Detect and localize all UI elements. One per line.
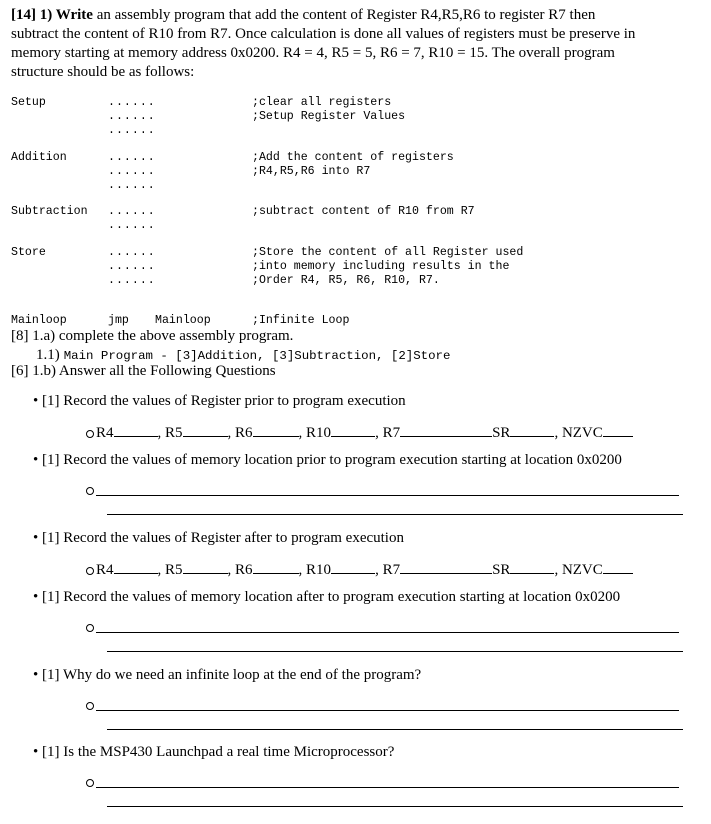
code-dots: ...... [108, 96, 156, 109]
question-6 [33, 743, 394, 762]
sr-after-blank[interactable] [510, 559, 554, 574]
code-dots: ...... [108, 179, 156, 192]
field-sr-label: SR [492, 425, 511, 441]
code-dots: ...... [108, 274, 156, 287]
field-r4-label: R4 [96, 425, 114, 441]
answer-line[interactable] [107, 729, 683, 730]
bullet-icon: • [33, 530, 39, 546]
code-dots: ...... [108, 124, 156, 137]
nzvc-after-blank[interactable] [603, 559, 633, 574]
code-dots: ...... [108, 165, 156, 178]
field-nzvc-label: , NZVC [554, 562, 603, 578]
code-dots: ...... [108, 205, 156, 218]
problem-line-1: an assembly program that add the content of Register R4,R5,R6 to register R7 then [92, 7, 596, 23]
part-a-sub-text: Main Program - [3]Addition, [3]Subtraction, [2]Store [63, 349, 451, 363]
bullet-icon: • [33, 452, 39, 468]
problem-line-4: structure should be as follows: [11, 64, 195, 80]
circle-bullet-icon [86, 487, 94, 495]
question-1 [33, 392, 406, 411]
bullet-icon: • [33, 393, 39, 409]
problem-verb: Write [55, 7, 93, 23]
r7-prior-blank[interactable] [400, 422, 492, 437]
part-a-label: [8] 1.a) complete the above assembly program. [11, 328, 294, 344]
field-nzvc-label: , NZVC [554, 425, 603, 441]
question-6-text: [1] Is the MSP430 Launchpad a real time Microprocessor? [42, 744, 395, 760]
bullet-icon: • [33, 589, 39, 605]
field-r10-label: , R10 [298, 562, 332, 578]
question-3 [33, 529, 404, 548]
code-dots: ...... [108, 246, 156, 259]
question-5 [33, 666, 421, 685]
store-comment-1: ;Store the content of all Register used [252, 246, 524, 259]
question-2-text: [1] Record the values of memory location prior to program execution starting at location 0x0200 [42, 452, 622, 468]
question-4 [33, 588, 620, 607]
answer-line[interactable] [96, 632, 679, 633]
circle-bullet-icon [86, 430, 94, 438]
addition-comment-1: ;Add the content of registers [252, 151, 454, 164]
field-r4-label: R4 [96, 562, 114, 578]
answer-line[interactable] [96, 710, 679, 711]
question-5-text: [1] Why do we need an infinite loop at the end of the program? [42, 667, 422, 683]
answer-line[interactable] [96, 787, 679, 788]
register-record-prior [86, 422, 633, 443]
mainloop-operand: Mainloop [155, 314, 211, 327]
circle-bullet-icon [86, 779, 94, 787]
problem-points: [14] [11, 7, 36, 23]
setup-comment-2: ;Setup Register Values [252, 110, 406, 123]
mainloop-comment: ;Infinite Loop [252, 314, 350, 327]
field-r6-label: , R6 [227, 425, 253, 441]
code-dots: ...... [108, 260, 156, 273]
answer-line[interactable] [107, 651, 683, 652]
store-label: Store [11, 246, 46, 259]
addition-label: Addition [11, 151, 67, 164]
part-a-sub-prefix: 1.1) [36, 347, 60, 363]
bullet-icon: • [33, 667, 39, 683]
question-4-text: [1] Record the values of memory location after to program execution starting at location 0x0200 [42, 589, 621, 605]
answer-line[interactable] [107, 806, 683, 807]
field-r10-label: , R10 [298, 425, 332, 441]
field-r6-label: , R6 [227, 562, 253, 578]
field-r5-label: , R5 [157, 425, 183, 441]
r4-prior-blank[interactable] [114, 422, 158, 437]
field-r7-label: , R7 [375, 562, 401, 578]
mainloop-instruction: jmp [108, 314, 129, 327]
subtraction-label: Subtraction [11, 205, 88, 218]
store-comment-3: ;Order R4, R5, R6, R10, R7. [252, 274, 440, 287]
question-1-text: [1] Record the values of Register prior to program execution [42, 393, 406, 409]
code-dots: ...... [108, 151, 156, 164]
r5-prior-blank[interactable] [183, 422, 228, 437]
bullet-icon: • [33, 744, 39, 760]
problem-number: 1) [39, 7, 53, 23]
problem-line-2: subtract the content of R10 from R7. Once calculation is done all values of registers must be preserve in [11, 26, 636, 42]
addition-comment-2: ;R4,R5,R6 into R7 [252, 165, 371, 178]
part-b-label: [6] 1.b) Answer all the Following Questions [11, 363, 276, 379]
store-comment-2: ;into memory including results in the [252, 260, 510, 273]
r6-prior-blank[interactable] [253, 422, 299, 437]
field-sr-label: SR [492, 562, 511, 578]
question-3-text: [1] Record the values of Register after to program execution [42, 530, 404, 546]
code-dots: ...... [108, 110, 156, 123]
r4-after-blank[interactable] [114, 559, 158, 574]
code-dots: ...... [108, 219, 156, 232]
r6-after-blank[interactable] [253, 559, 299, 574]
circle-bullet-icon [86, 702, 94, 710]
r7-after-blank[interactable] [400, 559, 492, 574]
sr-prior-blank[interactable] [510, 422, 554, 437]
setup-label: Setup [11, 96, 46, 109]
register-record-after [86, 559, 633, 580]
nzvc-prior-blank[interactable] [603, 422, 633, 437]
circle-bullet-icon [86, 567, 94, 575]
question-2 [33, 451, 622, 470]
mainloop-label: Mainloop [11, 314, 67, 327]
field-r5-label: , R5 [157, 562, 183, 578]
problem-line-3: memory starting at memory address 0x0200. R4 = 4, R5 = 5, R6 = 7, R10 = 15. The overall program [11, 45, 615, 61]
r5-after-blank[interactable] [183, 559, 228, 574]
r10-after-blank[interactable] [331, 559, 375, 574]
r10-prior-blank[interactable] [331, 422, 375, 437]
setup-comment-1: ;clear all registers [252, 96, 392, 109]
subtraction-comment-1: ;subtract content of R10 from R7 [252, 205, 475, 218]
field-r7-label: , R7 [375, 425, 401, 441]
answer-line[interactable] [96, 495, 679, 496]
problem-statement [11, 6, 701, 82]
circle-bullet-icon [86, 624, 94, 632]
answer-line[interactable] [107, 514, 683, 515]
